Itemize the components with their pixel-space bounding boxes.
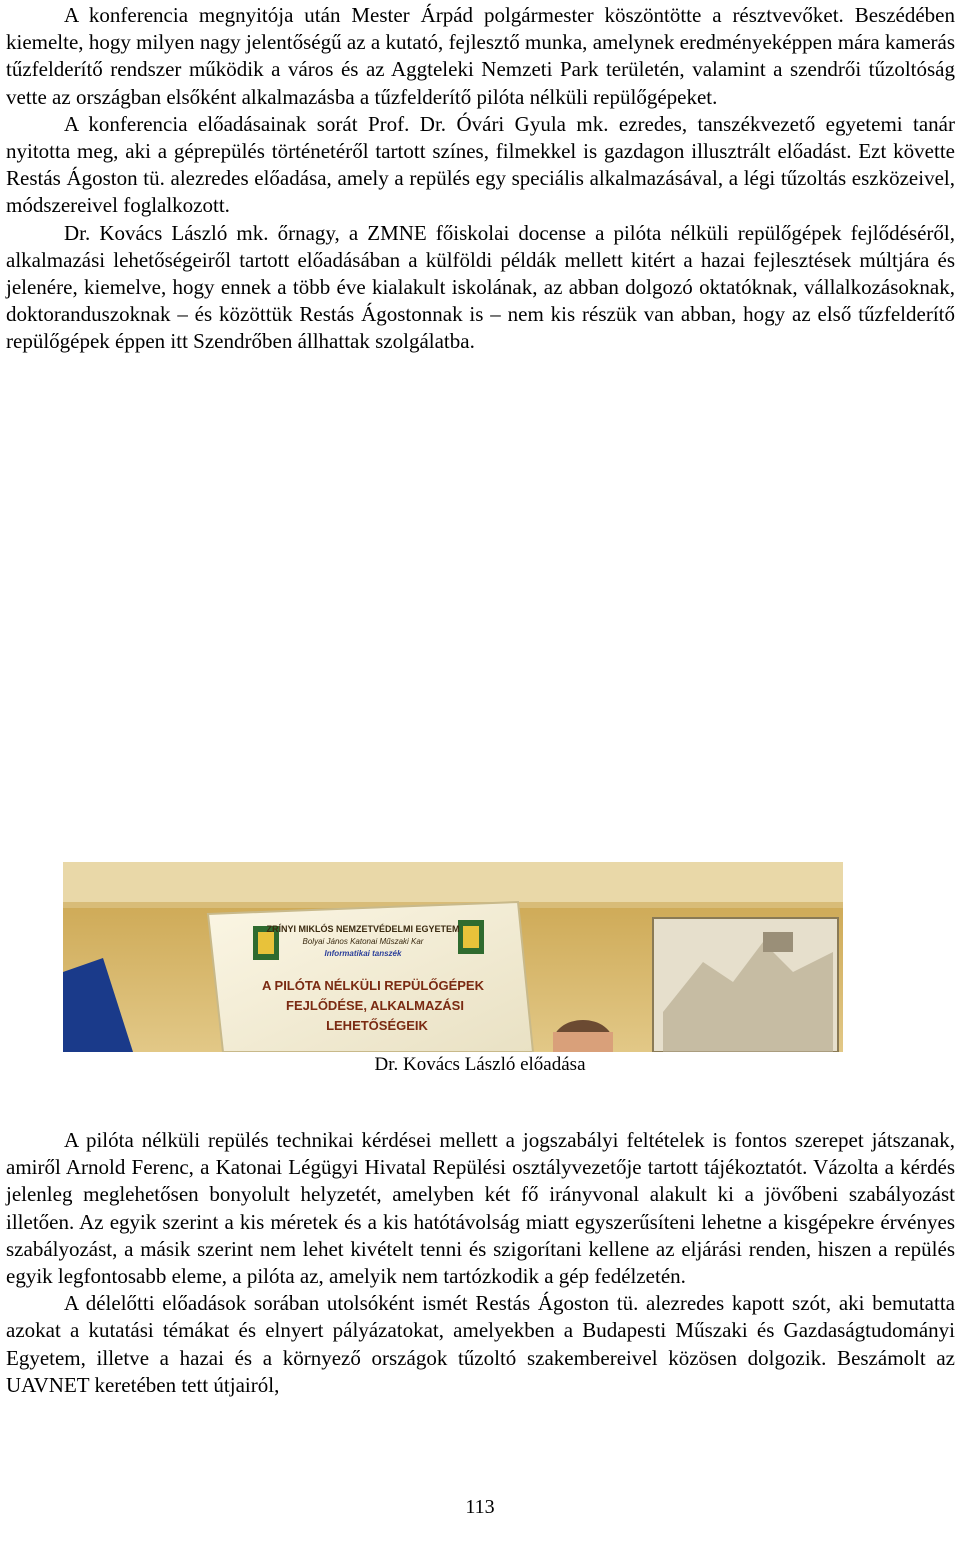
paragraph-opening: A konferencia megnyitója után Mester Árpád polgármester köszöntötte a résztvevőket. Beszédében kiemelte, hogy milyen nagy jelentőségű az a kutató, fejlesztő munka, amelynek eredményeképpen mára kamerás tűzfelderítő rendszer működik a város és az Aggteleki Nemzeti Park területén, valamint a szendrői tűzoltóság vette az országban elsőként alkalmazásba a tűzfelderítő pilóta nélküli repülőgépeket. <box>6 3 955 109</box>
paragraph-restas: A délelőtti előadások sorában utolsóként ismét Restás Ágoston tü. alezredes kapott szót, aki bemutatta azokat a kutatási témákat és elnyert pályázatokat, amelyekben a Budapesti Műszaki és Gazdaságtudományi Egyetem, illetve a hazai és a környező országok tűzoltó szakembereivel közösen dolgozik. Beszámolt az UAVNET keretében tett útjairól, <box>6 1291 955 1397</box>
page-number: 113 <box>465 1496 495 1518</box>
slide-faculty: Bolyai János Katonai Műszaki Kar <box>302 937 424 946</box>
slide-title-line-3: LEHETŐSÉGEIK <box>326 1018 428 1033</box>
text-block-bottom <box>6 1127 955 1399</box>
photo-illustration <box>63 862 843 1052</box>
paragraph-kovacs: Dr. Kovács László mk. őrnagy, a ZMNE főiskolai docense a pilóta nélküli repülőgépek fejlődéséről, alkalmazási lehetőségeiről tartott előadásában a külföldi példák mellett kitért a hazai fejlesztések múltjára és jelenére, kiemelve, hogy ennek a több éve kialakult iskolának, az abban dolgozó oktatóknak, vállalkozásoknak, doktoranduszoknak – és közöttük Restás Ágostonnak is – nem kis részük van abban, hogy az első tűzfelderítő repülőgépek éppen itt Szendrőben állhattak szolgálatba. <box>6 220 955 354</box>
slide-title-line-1: A PILÓTA NÉLKÜLI REPÜLŐGÉPEK <box>262 978 484 993</box>
slide-title-line-2: FEJLŐDÉSE, ALKALMAZÁSI <box>286 998 464 1013</box>
text-block-top <box>6 2 955 356</box>
conference-photo <box>63 862 843 1052</box>
paragraph-regulation: A pilóta nélküli repülés technikai kérdései mellett a jogszabályi feltételek is fontos szerepet játszanak, amiről Arnold Ferenc, a Katonai Légügyi Hivatal Repülési osztályvezetője tartott tájékoztatót. Vázolta a kérdés jelenleg meglehetősen bonyolult helyzetét, amelyben két fő irányvonal alakult ki a jövőbeni szabályozást illetően. Az egyik szerint a kis méretek és a kis hatótávolság miatt egyszerűsíteni lehetne a kisgépekre érvényes szabályozást, a másik szerint nem lehet kivételt tenni és szigorítani kellene az eljárási renden, hiszen a repülés egyik legfontosabb eleme, a pilóta az, amelyik nem tartózkodik a gép fedélzetén. <box>6 1128 955 1289</box>
slide-department: Informatikai tanszék <box>324 949 402 958</box>
slide-university: ZRÍNYI MIKLÓS NEMZETVÉDELMI EGYETEM <box>266 924 460 934</box>
photo-caption: Dr. Kovács László előadása <box>374 1054 586 1075</box>
paragraph-lectures: A konferencia előadásainak sorát Prof. Dr. Óvári Gyula mk. ezredes, tanszékvezető egyetemi tanár nyitotta meg, aki a géprepülés történetéről tartott színes, filmekkel is gazdagon illusztrált előadást. Ezt követte Restás Ágoston tü. alezredes előadása, amely a repülés egy speciális alkalmazásával, a légi tűzoltás eszközeivel, módszereivel foglalkozott. <box>6 111 955 218</box>
